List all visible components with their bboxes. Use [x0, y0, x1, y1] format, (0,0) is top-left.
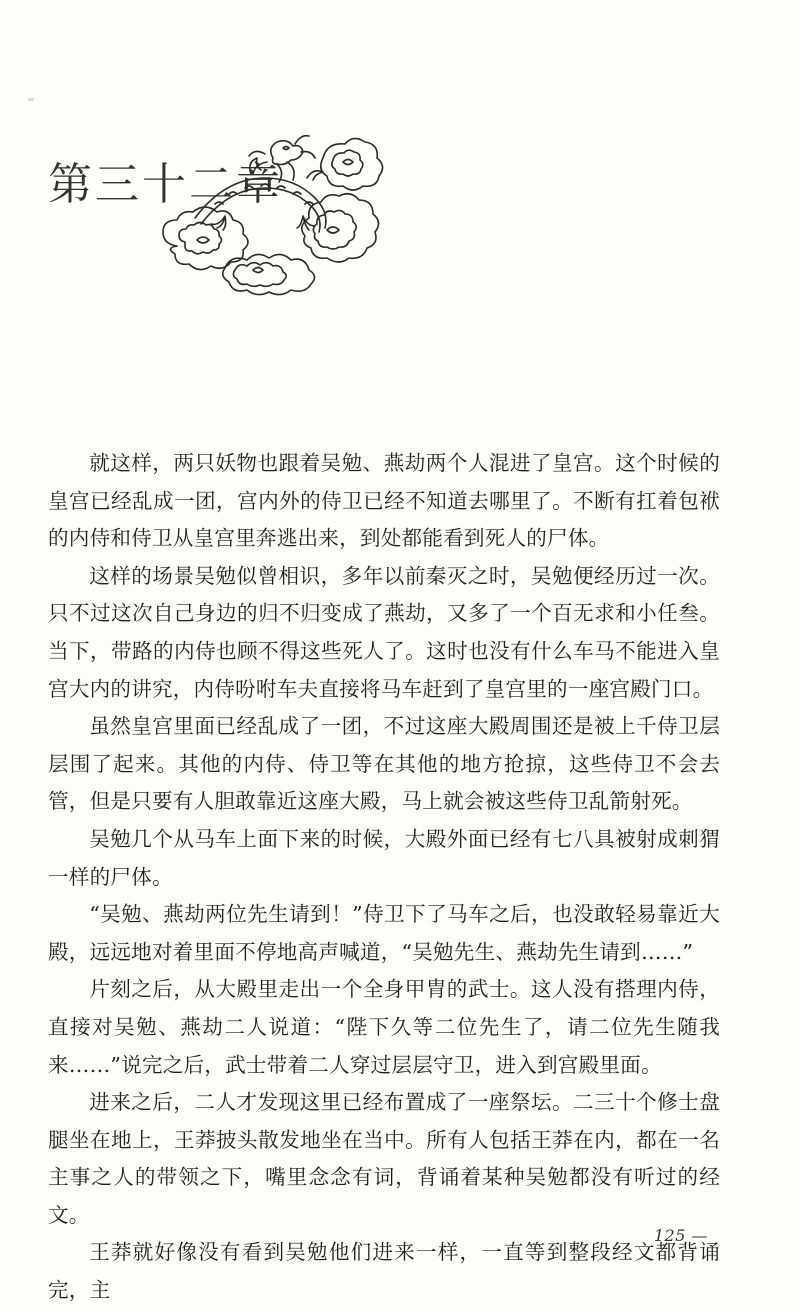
- page-number: 125 —: [653, 1226, 708, 1245]
- scan-speck: [28, 98, 34, 101]
- paragraph: 吴勉几个从马车上面下来的时候，大殿外面已经有七八具被射成刺猬一样的尸体。: [48, 826, 720, 889]
- paragraph: 虽然皇宫里面已经乱成了一团，不过这座大殿周围还是被上千侍卫层层围了起来。其他的内侍、侍卫等在其他的地方抢掠，这些侍卫不会去管，但是只要有人胆敢靠近这座大殿，马上就会被这些侍卫乱箭射死。: [48, 714, 720, 814]
- paragraph: 就这样，两只妖物也跟着吴勉、燕劫两个人混进了皇宫。这个时候的皇宫已经乱成一团，宫内外的侍卫已经不知道去哪里了。不断有扛着包袱的内侍和侍卫从皇宫里奔逃出来，到处都能看到死人的尸体。: [48, 451, 720, 551]
- paragraph: 这样的场景吴勉似曾相识，多年以前秦灭之时，吴勉便经历过一次。只不过这次自己身边的归不归变成了燕劫，又多了一个百无求和小任叁。当下，带路的内侍也顾不得这些死人了。这时也没有什么车马不能进入皇宫大内的讲究，内侍吩咐车夫直接将马车赶到了皇宫里的一座宫殿门口。: [48, 563, 720, 701]
- chapter-body: [48, 445, 720, 1310]
- paragraph: “吴勉、燕劫两位先生请到！”侍卫下了马车之后，也没敢轻易靠近大殿，远远地对着里面不停地高声喊道，“吴勉先生、燕劫先生请到……”: [48, 902, 720, 964]
- chapter-title: 第三十二章: [48, 159, 283, 211]
- paragraph: 进来之后，二人才发现这里已经布置成了一座祭坛。二三十个修士盘腿坐在地上，王莽披头散发地坐在当中。所有人包括王莽在内，都在一名主事之人的带领之下，嘴里念念有词，背诵着某种吴勉都没有听过的经文。: [48, 1090, 720, 1227]
- paragraph: 王莽就好像没有看到吴勉他们进来一样，一直等到整段经文都背诵完，主: [48, 1240, 720, 1303]
- paragraph: 片刻之后，从大殿里走出一个全身甲胄的武士。这人没有搭理内侍，直接对吴勉、燕劫二人说道：“陛下久等二位先生了，请二位先生随我来……”说完之后，武士带着二人穿过层层守卫，进入到宫殿里面。: [48, 977, 720, 1077]
- auspicious-cloud-dragon-icon: [155, 118, 385, 303]
